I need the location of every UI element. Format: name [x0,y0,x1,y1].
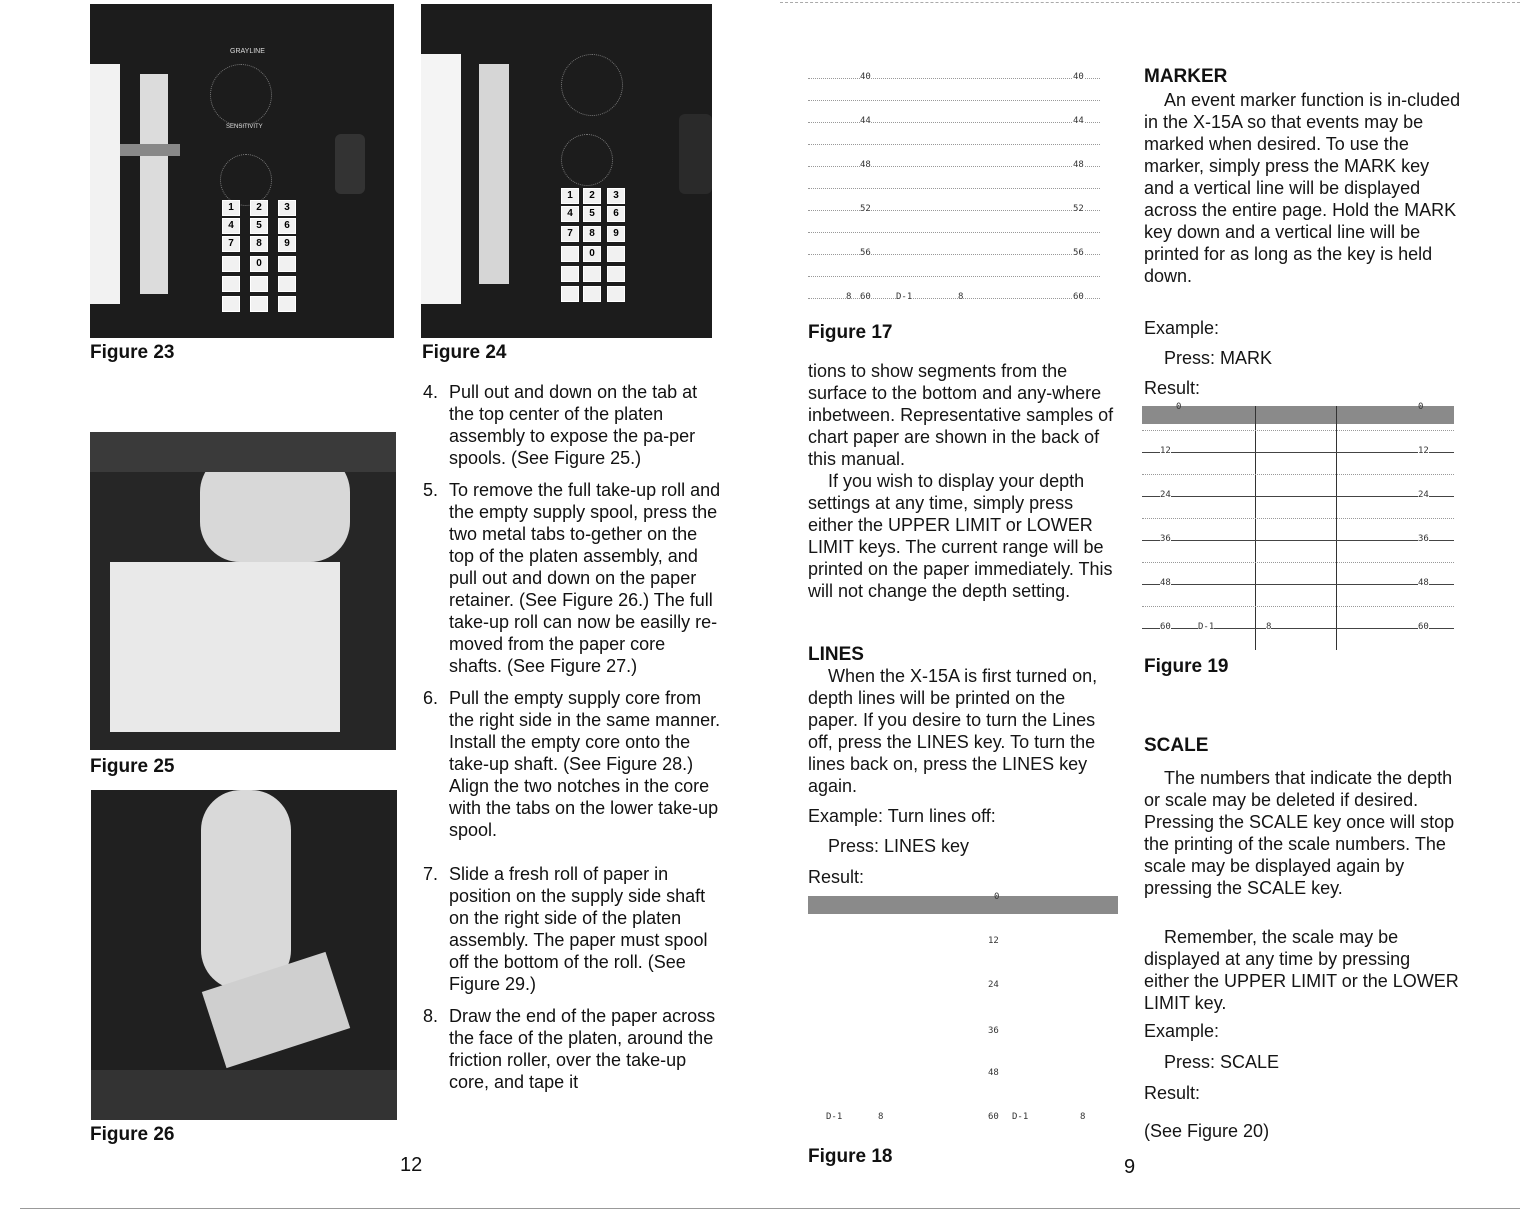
fig17-right-48: 48 [1073,160,1084,170]
instruction-steps [423,381,723,1103]
fig19-bottom-3: 60 [1418,622,1429,632]
fig19-bottom-0: 60 [1160,622,1171,632]
key-4: 4 [222,218,240,234]
fig18-bottom-0: D-1 [826,1112,843,1122]
key-2: 2 [250,200,268,216]
fig19-left-48: 48 [1160,578,1171,588]
figure-25-photo [90,432,396,750]
figure-17-chart [808,60,1100,310]
key-7: 7 [222,236,240,252]
fig17-bottom-2: D-1 [896,292,913,302]
figure-17-caption: Figure 17 [808,322,893,343]
figure-24-caption: Figure 24 [422,342,507,363]
fig19-left-36: 36 [1160,534,1171,544]
fig17-bottom-4: 60 [1073,292,1084,302]
fig17-right-56: 56 [1073,248,1084,258]
marker-example: Example: [1144,318,1220,338]
fig18-36: 36 [988,1026,999,1036]
lines-paragraph: When the X-15A is first turned on, depth lines will be printed on the paper. If you desire to turn the Lines off, press the LINES key. To turn the lines back on, press the LINES key again. [808,666,1098,796]
key-9: 9 [278,236,296,252]
fig19-right-36: 36 [1418,534,1429,544]
lines-result: Result: [808,867,865,887]
key-1: 1 [222,200,240,216]
figure-18-chart [808,892,1118,1126]
figure-19-chart [1142,402,1454,650]
key-3: 3 [278,200,296,216]
fig17-bottom-0: 8 [846,292,852,302]
fig17-bottom-3: 8 [958,292,964,302]
figure-23-caption: Figure 23 [90,342,175,363]
lines-press: Press: LINES key [828,836,970,856]
col1-para-1: tions to show segments from the surface to the bottom and any-where inbetween. Representative samples of chart paper are shown in the back of this manual. [808,361,1114,469]
page-number-right: 9 [1124,1156,1136,1178]
scale-paragraph-1: The numbers that indicate the depth or scale may be deleted if desired. Pressing the SCALE key once will stop the printing of the scale numbers. The scale may be displayed again by pressing the SCALE key. [1144,768,1455,898]
figure-18-caption: Figure 18 [808,1146,893,1167]
figure-24-photo: 1 2 3 4 5 6 7 8 9 0 [421,4,712,338]
fig19-right-24: 24 [1418,490,1429,500]
fig18-48: 48 [988,1068,999,1078]
fig18-bottom-1: 8 [878,1112,884,1122]
step-4: 4. Pull out and down on the tab at the top center of the platen assembly to expose the pa-per spools. (See Figure 25.) [423,382,698,468]
scale-paragraph-2: Remember, the scale may be displayed at any time by pressing either the UPPER LIMIT or the LOWER LIMIT key. [1144,927,1459,1013]
scale-result: Result: [1144,1083,1201,1103]
page-number-left: 12 [400,1154,423,1176]
lines-example: Example: Turn lines off: [808,806,996,826]
fig17-left-40: 40 [860,72,871,82]
fig17-left-56: 56 [860,248,871,258]
marker-press: Press: MARK [1164,348,1273,368]
fig19-top-1: 0 [1418,402,1424,412]
fig17-left-44: 44 [860,116,871,126]
lines-heading: LINES [808,644,864,665]
fig17-left-52: 52 [860,204,871,214]
fig18-bottom-2: 60 [988,1112,999,1122]
fig19-right-48: 48 [1418,578,1429,588]
step-7: 7. Slide a fresh roll of paper in position on the supply side shaft on the right side of the platen assembly. The paper must spool off the bottom of the roll. (See Figure 29.) [423,864,708,994]
fig18-top-0: 0 [994,892,1000,902]
marker-heading: MARKER [1144,66,1228,87]
grayline-brand-text: GRAYLINE [230,48,265,55]
figure-19-caption: Figure 19 [1144,656,1229,677]
scan-edge-bottom [20,1208,1520,1209]
fig19-left-12: 12 [1160,446,1171,456]
fig18-bottom-4: 8 [1080,1112,1086,1122]
col1-para-2: If you wish to display your depth settings at any time, simply press either the UPPER LIMIT or LOWER LIMIT keys. The current range will be printed on the paper immediately. This will not change the depth setting. [808,471,1113,601]
scale-press: Press: SCALE [1164,1052,1280,1072]
figure-26-photo [91,790,397,1120]
fig18-12: 12 [988,936,999,946]
figure-25-caption: Figure 25 [90,756,175,777]
fig17-bottom-1: 60 [860,292,871,302]
step-8: 8. Draw the end of the paper across the face of the platen, around the friction roller, over the take-up core, and tape it [423,1006,716,1092]
key-0: 0 [250,256,268,272]
step-6: 6. Pull the empty supply core from the right side in the same manner. Install the empty core onto the take-up shaft. (See Figure 28.) Align the two notches in the core with the tabs on the lower take-up spool. [423,688,721,840]
scale-heading: SCALE [1144,735,1209,756]
fig19-left-24: 24 [1160,490,1171,500]
marker-paragraph: An event marker function is in-cluded in the X-15A so that events may be marked when desired. To use the marker, simply press the MARK key and a vertical line will be displayed across the entire page. Hold the MARK key down and a vertical line will be printed for as long as the key is held down. [1144,90,1461,286]
key-8: 8 [250,236,268,252]
key-5: 5 [250,218,268,234]
scale-example: Example: [1144,1021,1220,1041]
fig18-bottom-3: D-1 [1012,1112,1029,1122]
fig17-right-44: 44 [1073,116,1084,126]
fig18-24: 24 [988,980,999,990]
figure-23-photo [90,4,394,338]
sensitivity-text: SENSITIVITY [226,124,263,130]
fig19-top-0: 0 [1176,402,1182,412]
scan-edge-top [780,2,1520,3]
key-6: 6 [278,218,296,234]
fig19-bottom-2: 8 [1266,622,1272,632]
figure-26-caption: Figure 26 [90,1124,175,1145]
fig19-right-12: 12 [1418,446,1429,456]
right-col1-text [808,360,1120,602]
fig19-bottom-1: D-1 [1198,622,1215,632]
scale-see-figure: (See Figure 20) [1144,1121,1270,1141]
marker-result: Result: [1144,378,1201,398]
fig17-right-40: 40 [1073,72,1084,82]
fig17-left-48: 48 [860,160,871,170]
step-5: 5. To remove the full take-up roll and the empty supply spool, press the two metal tabs to-gether on the top of the platen assembly, and pull out and down on the paper retainer. (See Figure 26.) The full take-up roll can now be easilly re-moved from the paper core shafts. (See Figure 27.) [423,480,721,676]
fig17-right-52: 52 [1073,204,1084,214]
